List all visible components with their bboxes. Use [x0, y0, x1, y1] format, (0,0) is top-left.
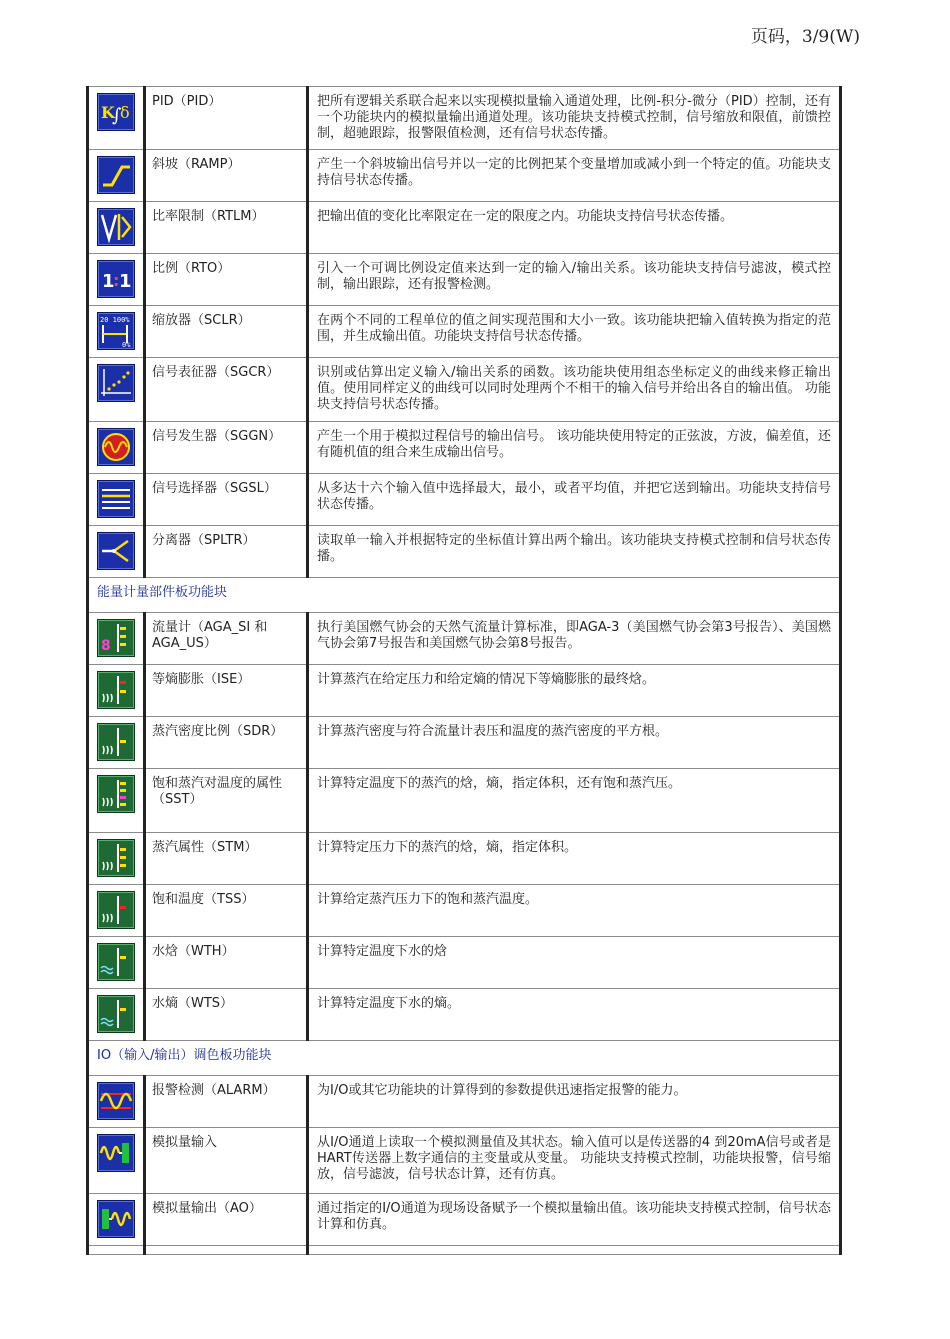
- svg-text:K: K: [101, 103, 115, 122]
- pid-icon: [97, 93, 135, 131]
- table-row: [88, 937, 841, 989]
- block-name: 水熵（WTS）: [145, 989, 308, 1041]
- table-row: [88, 202, 841, 254]
- table-row: [88, 833, 841, 885]
- alarm-detection-icon: [97, 1082, 135, 1120]
- table-row: [88, 885, 841, 937]
- table-row: [88, 613, 841, 665]
- block-description: 通过指定的I/O通道为现场设备赋予一个模拟量输出值。该功能块支持模式控制，信号状态计算和仿真。: [308, 1194, 841, 1246]
- svg-text:8: 8: [101, 638, 111, 654]
- signal-generator-icon: [97, 428, 135, 466]
- block-name: 信号发生器（SGGN）: [145, 422, 308, 474]
- block-description: 把输出值的变化比率限定在一定的限度之内。功能块支持信号状态传播。: [308, 202, 841, 254]
- page-number: 页码，3/9(W): [750, 27, 860, 47]
- block-name: 信号选择器（SGSL）: [145, 474, 308, 526]
- table-row: [88, 1194, 841, 1246]
- water-enthalpy-icon: [97, 943, 135, 981]
- block-name: 流量计（AGA_SI 和 AGA_US）: [145, 613, 308, 665]
- table-row: [88, 254, 841, 306]
- table-row: [88, 717, 841, 769]
- block-description: 识别或估算出定义输入/输出关系的函数。该功能块使用组态坐标定义的曲线来修正输出值。使用同样定义的曲线可以同时处理两个不相干的输入信号并给出各自的输出值。 功能块支持信号状态传播。: [308, 358, 841, 422]
- svg-text:∫: ∫: [112, 105, 122, 126]
- gas-flow-icon: [97, 619, 135, 657]
- svg-text:20 100%: 20 100%: [100, 316, 130, 324]
- table-row: [88, 306, 841, 358]
- block-description: 在两个不同的工程单位的值之间实现范围和大小一致。该功能块把输入值转换为指定的范围，并生成输出值。功能块支持信号状态传播。: [308, 306, 841, 358]
- signal-selector-icon: [97, 480, 135, 518]
- block-description: 计算给定蒸汽压力下的饱和蒸汽温度。: [308, 885, 841, 937]
- table-row: [88, 150, 841, 202]
- table-row: [88, 665, 841, 717]
- block-name: 蒸汽密度比例（SDR）: [145, 717, 308, 769]
- block-name: 饱和温度（TSS）: [145, 885, 308, 937]
- saturation-temp-icon: [97, 891, 135, 929]
- block-description: 计算蒸汽密度与符合流量计表压和温度的蒸汽密度的平方根。: [308, 717, 841, 769]
- block-name: 水焓（WTH）: [145, 937, 308, 989]
- section-header-row: [88, 1041, 841, 1076]
- section-title-io: IO（输入/输出）调色板功能块: [88, 1041, 841, 1076]
- block-description: 从I/O通道上读取一个模拟测量值及其状态。输入值可以是传送器的4 到20mA信号或者是HART传送器上数字通信的主变量或从变量。 功能块支持模式控制，功能块报警，信号缩放，信号滤波，信号状态计算，还有仿真。: [308, 1128, 841, 1194]
- block-description: 产生一个斜坡输出信号并以一定的比例把某个变量增加或减小到一个特定的值。功能块支持信号状态传播。: [308, 150, 841, 202]
- svg-text:δ: δ: [120, 103, 130, 122]
- svg-text:1: 1: [119, 271, 132, 292]
- svg-text:1: 1: [102, 271, 115, 292]
- splitter-icon: [97, 532, 135, 570]
- table-row: [88, 358, 841, 422]
- block-name: 等熵膨胀（ISE）: [145, 665, 308, 717]
- table-row: [88, 1076, 841, 1128]
- section-header-row: [88, 578, 841, 613]
- table-row: [88, 474, 841, 526]
- saturated-steam-icon: [97, 775, 135, 813]
- block-name: 信号表征器（SGCR）: [145, 358, 308, 422]
- water-entropy-icon: [97, 995, 135, 1033]
- block-name: 模拟量输出（AO）: [145, 1194, 308, 1246]
- block-description: 读取单一输入并根据特定的坐标值计算出两个输出。该功能块支持模式控制和信号状态传播。: [308, 526, 841, 578]
- steam-properties-icon: [97, 839, 135, 877]
- svg-text:0%: 0%: [122, 341, 131, 349]
- block-description: 为I/O或其它功能块的计算得到的参数提供迅速指定报警的能力。: [308, 1076, 841, 1128]
- block-description: 执行美国燃气协会的天然气流量计算标准，即AGA-3（美国燃气协会第3号报告）、美国燃气协会第7号报告和美国燃气协会第8号报告。: [308, 613, 841, 665]
- block-description: 产生一个用于模拟过程信号的输出信号。 该功能块使用特定的正弦波，方波，偏差值，还有随机值的组合来生成输出信号。: [308, 422, 841, 474]
- block-name: 模拟量输入: [145, 1128, 308, 1194]
- table-row: [88, 422, 841, 474]
- block-name: 报警检测（ALARM）: [145, 1076, 308, 1128]
- ratio-icon: [97, 260, 135, 298]
- steam-density-icon: [97, 723, 135, 761]
- table-row: [88, 989, 841, 1041]
- block-description: 计算蒸汽在给定压力和给定熵的情况下等熵膨胀的最终焓。: [308, 665, 841, 717]
- function-block-table: [86, 86, 842, 1255]
- block-description: 引入一个可调比例设定值来达到一定的输入/输出关系。该功能块支持信号滤波，模式控制，输出跟踪，还有报警检测。: [308, 254, 841, 306]
- block-description: 计算特定温度下水的焓: [308, 937, 841, 989]
- block-description: 计算特定压力下的蒸汽的焓，熵，指定体积。: [308, 833, 841, 885]
- table-row: [88, 769, 841, 833]
- block-description: 把所有逻辑关系联合起来以实现模拟量输入通道处理，比例-积分-微分（PID）控制，还有一个功能块内的模拟量输出通道处理。该功能块支持模式控制，信号缩放和限值，前馈控制，超驰跟踪，报警限值检测，还有信号状态传播。: [308, 87, 841, 150]
- block-description: 计算特定温度下水的熵。: [308, 989, 841, 1041]
- block-name: 蒸汽属性（STM）: [145, 833, 308, 885]
- table-row: [88, 526, 841, 578]
- analog-input-icon: [97, 1134, 135, 1172]
- table-row-continued: [88, 1246, 841, 1255]
- analog-output-icon: [97, 1200, 135, 1238]
- table-row: [88, 87, 841, 150]
- section-title-energy: 能量计量部件板功能块: [88, 578, 841, 613]
- block-name: PID（PID）: [145, 87, 308, 150]
- block-description: 从多达十六个输入值中选择最大，最小，或者平均值，并把它送到输出。功能块支持信号状态传播。: [308, 474, 841, 526]
- block-name: 比例（RTO）: [145, 254, 308, 306]
- block-name: 饱和蒸汽对温度的属性（SST）: [145, 769, 308, 833]
- svg-text::: :: [113, 271, 120, 290]
- block-name: 缩放器（SCLR）: [145, 306, 308, 358]
- steam-isentropic-icon: [97, 671, 135, 709]
- block-name: 斜坡（RAMP）: [145, 150, 308, 202]
- block-name: 分离器（SPLTR）: [145, 526, 308, 578]
- signal-characterizer-icon: [97, 364, 135, 402]
- ramp-icon: [97, 156, 135, 194]
- block-name: 比率限制（RTLM）: [145, 202, 308, 254]
- block-description: 计算特定温度下的蒸汽的焓，熵，指定体积，还有饱和蒸汽压。: [308, 769, 841, 833]
- table-row: [88, 1128, 841, 1194]
- scaler-icon: [97, 312, 135, 350]
- rate-limit-icon: [97, 208, 135, 246]
